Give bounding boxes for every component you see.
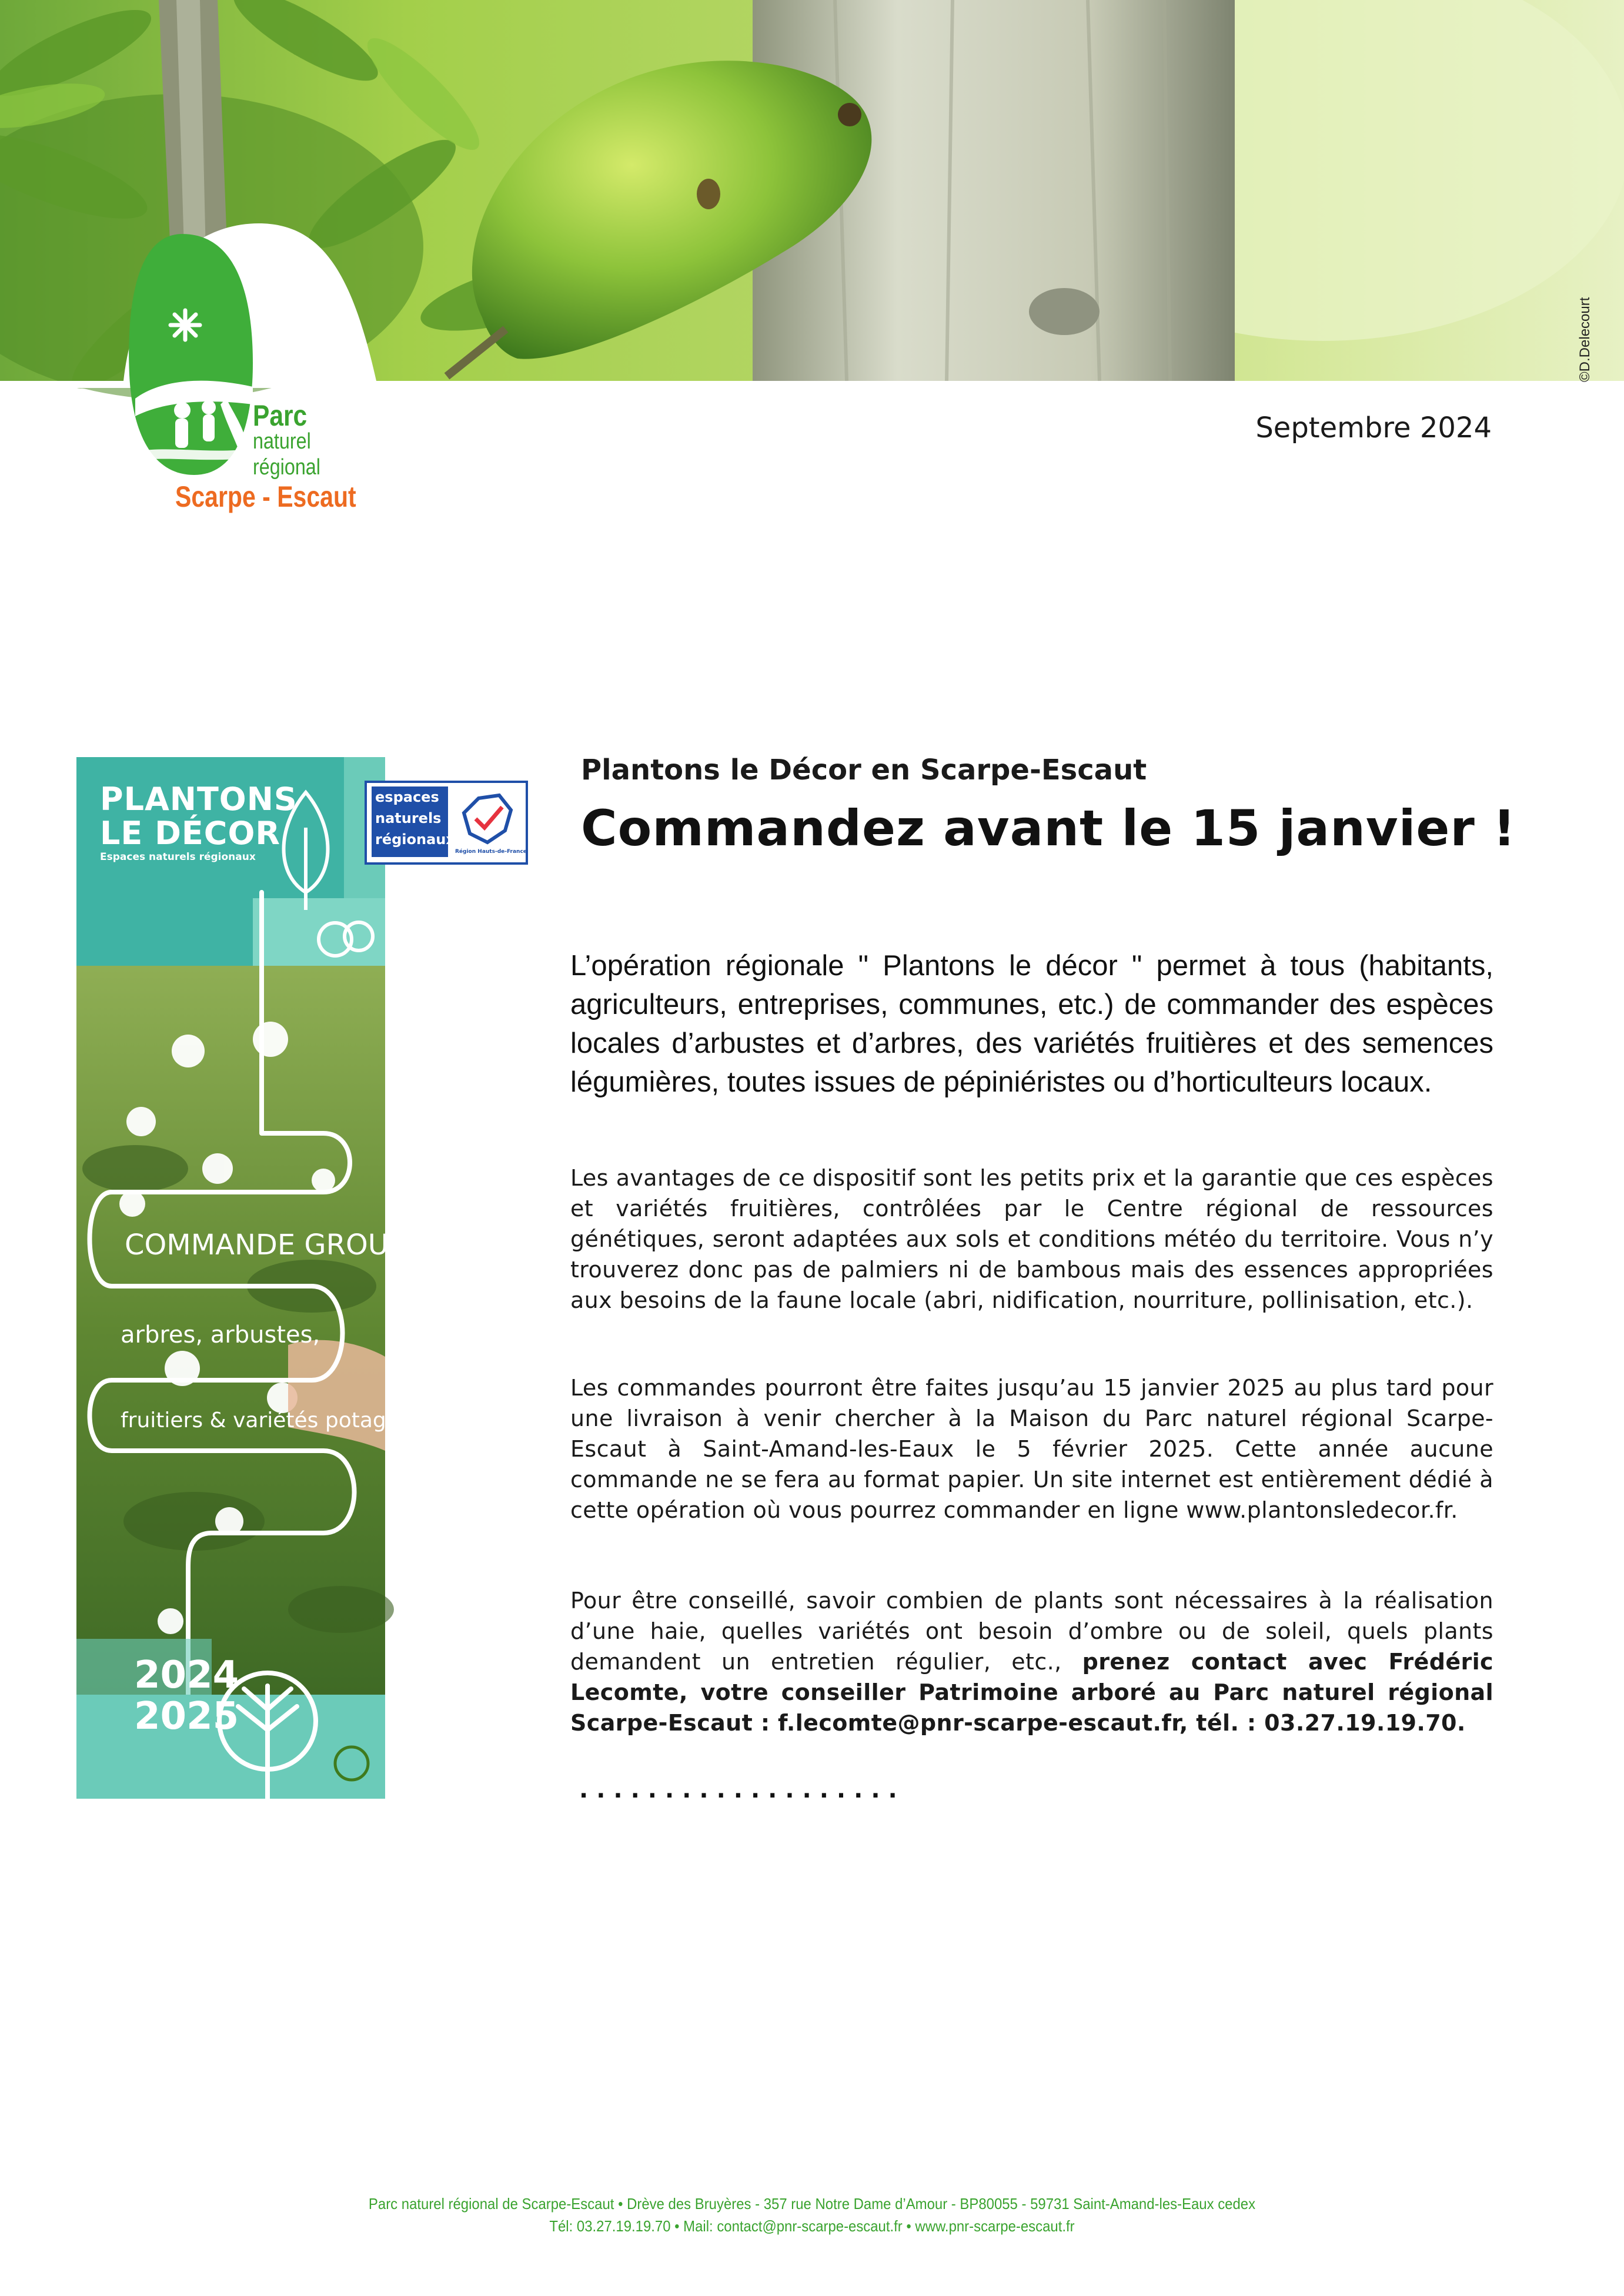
contact-details: prenez contact avec Frédéric Lecomte, votre conseiller Patrimoine arboré au Parc naturel régional Scarpe-Escaut : f.lecomte@pnr-scarpe-escaut.fr, tél. : 03.27.19.19.70. [570, 1649, 1493, 1736]
brochure-title-line1: PLANTONS [100, 781, 298, 818]
article-paragraph-3 [570, 1585, 1493, 1738]
logo-text-scarpe-escaut: Scarpe - Escaut [175, 480, 356, 513]
brochure-artwork [76, 757, 385, 1799]
article-kicker: Plantons le Décor en Scarpe-Escaut [581, 754, 1147, 786]
publication-date: Septembre 2024 [1255, 411, 1492, 444]
footer [65, 2193, 1559, 2237]
brochure-subtitle: Espaces naturels régionaux [100, 851, 256, 863]
badge-line3: régionaux [375, 831, 455, 848]
region-map-icon [455, 786, 520, 851]
park-logo [112, 222, 370, 551]
logo-text-regional: régional [253, 455, 320, 480]
badge-line1: espaces [375, 789, 439, 805]
espaces-naturels-badge [365, 781, 528, 865]
logo-text-naturel: naturel [253, 429, 311, 454]
brochure-year-1: 2024 [134, 1654, 239, 1697]
article-intro: L’opération régionale " Plantons le décor " permet à tous (habitants, agriculteurs, entreprises, communes, etc.) de commander des espèces locales d’arbustes et d’arbres, des variétés fruitières et des semences légumières, toutes issues de pépiniéristes ou d’horticulteurs locaux. [570, 950, 1493, 1098]
photo-credit: ©D.Delecourt [1577, 297, 1593, 382]
badge-line2: naturels [375, 810, 442, 826]
brochure-cover [76, 757, 442, 1799]
footer-contact: Tél: 03.27.19.19.70 • Mail: contact@pnr-scarpe-escaut.fr • www.pnr-scarpe-escaut.fr [549, 2217, 1075, 2235]
paragraph-3-text: Pour être conseillé, savoir combien de plants sont nécessaires à la réalisation d’une haie, quelles variétés ont besoin d’ombre ou de soleil, quels plants demandent un entretien régulier, etc., [570, 1588, 1493, 1675]
article-paragraph-1: Les avantages de ce dispositif sont les petits prix et la garantie que ces espèces et variétés fruitières, contrôlées par le Centre régional de ressources génétiques, seront adaptées aux sols et conditions météo du territoire. Vous n’y trouverez donc pas de palmiers ni de bambous mais des essences appropriées aux besoins de la faune locale (abri, nidification, nourriture, pollinisation, etc.). [570, 1165, 1493, 1313]
badge-region: Région Hauts-de-France [455, 849, 527, 855]
brochure-banner: COMMANDE GROUPÉE [125, 1229, 442, 1261]
brochure-line-b: fruitiers & variétés potagères [121, 1408, 432, 1433]
brochure-year-2: 2025 [134, 1695, 239, 1738]
brochure-title-line2: LE DÉCOR [100, 815, 280, 852]
footer-address: Parc naturel régional de Scarpe-Escaut • Drève des Bruyères - 357 rue Notre Dame d’Amour - BP80055 - 59731 Saint-Amand-les-Eaux cedex [368, 2195, 1256, 2213]
article-paragraph-2: Les commandes pourront être faites jusqu’au 15 janvier 2025 au plus tard pour une livraison à venir chercher à la Maison du Parc naturel régional Scarpe-Escaut à Saint-Amand-les-Eaux le 5 février 2025. Cette année aucune commande ne se fera au format papier. Un site internet est entièrement dédié à cette opération où vous pourrez commander en ligne www.plantonsledecor.fr. [570, 1375, 1493, 1523]
article-headline: Commandez avant le 15 janvier ! [581, 799, 1516, 857]
logo-text-parc: Parc [253, 399, 308, 432]
dotted-separator: ................... [579, 1776, 905, 1803]
brochure-line-a: arbres, arbustes, [121, 1321, 320, 1348]
